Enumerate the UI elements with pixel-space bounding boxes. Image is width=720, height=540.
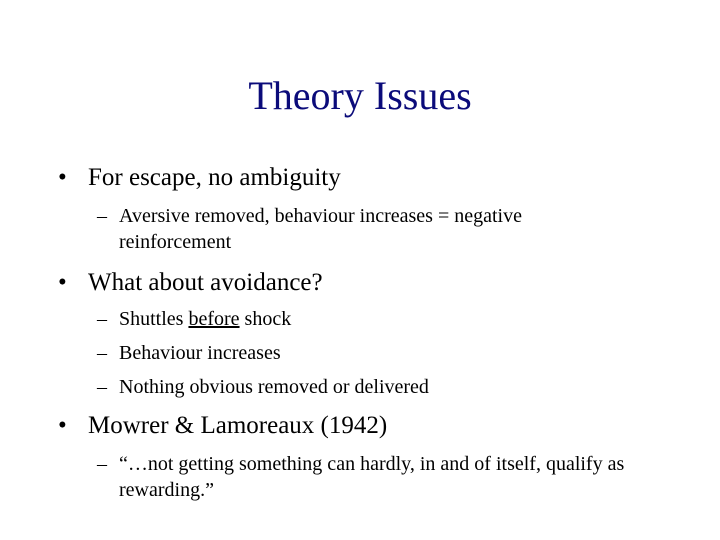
sub-bullet-text: Nothing obvious removed or delivered (119, 376, 429, 398)
text-segment: Shuttles (119, 308, 189, 330)
bullet-mark: • (58, 269, 67, 296)
dash-mark: – (97, 308, 107, 330)
underlined-word: before (188, 308, 240, 330)
sub-bullet-text: Aversive removed, behaviour increases = negative reinforcement (119, 205, 522, 253)
bullet-text: Mowrer & Lamoreaux (1942) (88, 412, 388, 439)
dash-mark: – (97, 453, 107, 475)
dash-mark: – (97, 205, 107, 227)
bullet-mark: • (58, 412, 67, 439)
sub-bullet-text (119, 306, 639, 332)
bullet-mark: • (58, 164, 67, 191)
slide-title: Theory Issues (248, 73, 472, 118)
dash-mark: – (97, 342, 107, 364)
sub-bullet-text: “…not getting something can hardly, in and of itself, qualify as rewarding.” (119, 453, 625, 501)
bullet-text: For escape, no ambiguity (88, 164, 341, 191)
text-segment: shock (239, 308, 292, 330)
sub-bullet-text: Behaviour increases (119, 342, 281, 364)
bullet-text: What about avoidance? (88, 269, 323, 296)
dash-mark: – (97, 376, 107, 398)
